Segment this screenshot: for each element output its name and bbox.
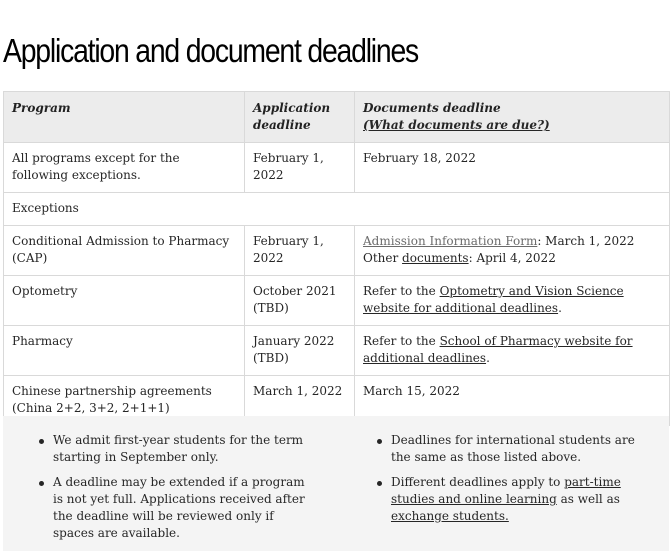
cell-documents-deadline: [355, 326, 670, 376]
deadlines-table: [3, 91, 670, 426]
page-title: Application and document deadlines: [3, 32, 419, 70]
cell-documents-deadline: February 18, 2022: [355, 143, 670, 193]
cell-documents-deadline: [355, 226, 670, 276]
cell-program: All programs except for the following exceptions.: [4, 143, 245, 193]
cap-other-prefix: Other: [363, 251, 403, 265]
header-application-deadline: Application deadline: [245, 92, 355, 143]
note-item: [375, 474, 651, 525]
admission-information-form-link[interactable]: Admission Information Form: [363, 234, 538, 248]
cell-documents-deadline: [355, 276, 670, 326]
cell-application-deadline: March 1, 2022: [245, 376, 355, 426]
note-item: A deadline may be extended if a program is not yet full. Applications received after the deadline will be reviewed only if spaces are available.: [37, 474, 317, 542]
optometry-website-link[interactable]: Optometry and Vision Science website for additional deadlines: [363, 284, 624, 315]
cell-program: Pharmacy: [4, 326, 245, 376]
table-row: [4, 226, 670, 276]
cell-program: Chinese partnership agreements (China 2+2, 3+2, 2+1+1): [4, 376, 245, 426]
notes-panel: [3, 416, 669, 551]
note-item: Deadlines for international students are the same as those listed above.: [375, 432, 651, 466]
table-row: [4, 143, 670, 193]
header-documents-label: Documents deadline: [363, 101, 501, 115]
note-prefix: Different deadlines apply to: [391, 475, 565, 489]
pharmacy-suffix: .: [486, 351, 490, 365]
table-header-row: [4, 92, 670, 143]
documents-link[interactable]: documents: [402, 251, 469, 265]
what-documents-link[interactable]: (What documents are due?): [363, 118, 550, 132]
cell-documents-deadline: March 15, 2022: [355, 376, 670, 426]
table-row: [4, 276, 670, 326]
notes-list-left: [37, 432, 317, 550]
part-time-studies-link[interactable]: part-time studies and online learning: [391, 475, 621, 506]
cell-application-deadline: January 2022 (TBD): [245, 326, 355, 376]
optometry-suffix: .: [558, 301, 562, 315]
cell-program: Optometry: [4, 276, 245, 326]
cell-application-deadline: October 2021 (TBD): [245, 276, 355, 326]
cell-application-deadline: February 1, 2022: [245, 226, 355, 276]
note-item: We admit first-year students for the term starting in September only.: [37, 432, 317, 466]
pharmacy-website-link[interactable]: School of Pharmacy website for additional deadlines: [363, 334, 633, 365]
optometry-refer-prefix: Refer to the: [363, 284, 440, 298]
header-program: Program: [4, 92, 245, 143]
pharmacy-refer-prefix: Refer to the: [363, 334, 440, 348]
cap-form-date: : March 1, 2022: [537, 234, 635, 248]
header-documents-deadline: [355, 92, 670, 143]
table-row-exceptions: [4, 193, 670, 226]
exceptions-label: Exceptions: [4, 193, 670, 226]
cell-application-deadline: February 1, 2022: [245, 143, 355, 193]
exchange-students-link[interactable]: exchange students.: [391, 509, 509, 523]
notes-list-right: [375, 432, 651, 533]
note-middle: as well as: [556, 492, 620, 506]
cap-documents-date: : April 4, 2022: [468, 251, 556, 265]
table-row: [4, 326, 670, 376]
cell-program: Conditional Admission to Pharmacy (CAP): [4, 226, 245, 276]
